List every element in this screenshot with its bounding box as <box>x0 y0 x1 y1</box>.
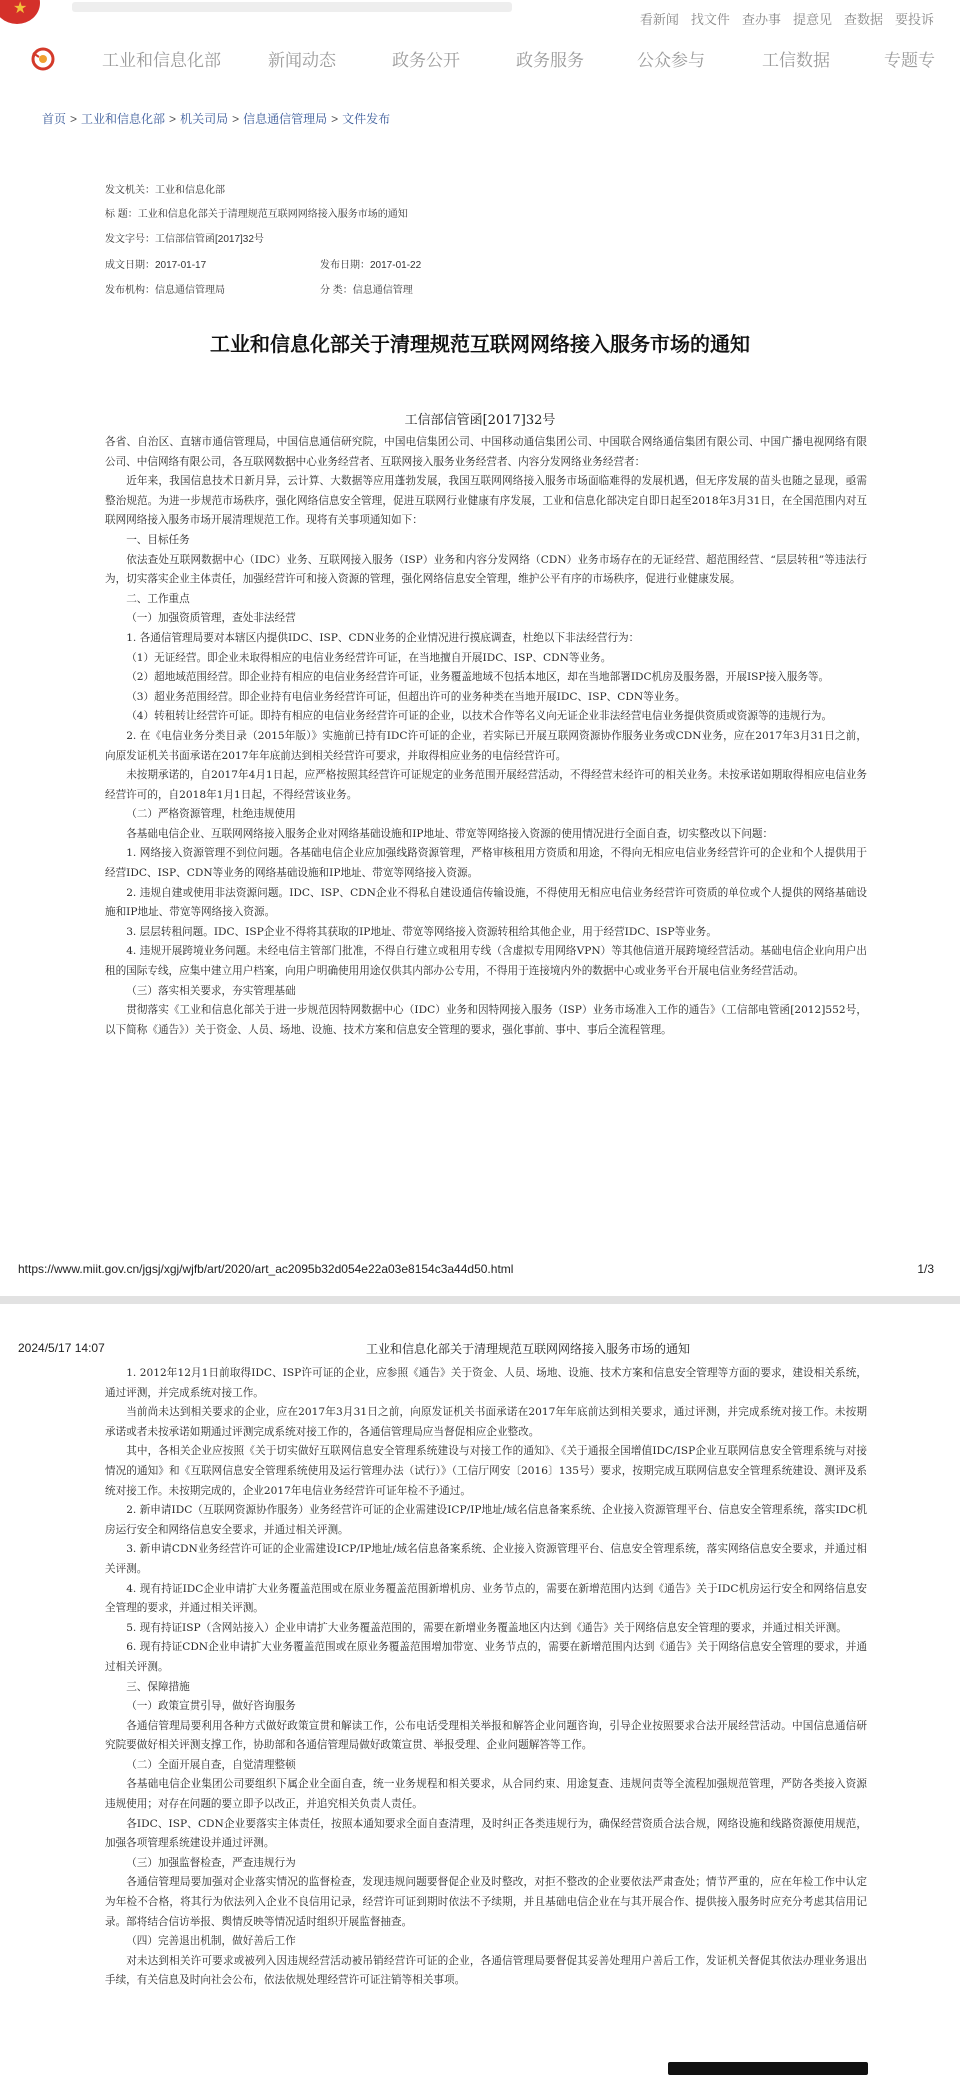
paragraph: 各IDC、ISP、CDN企业要落实主体责任，按照本通知要求全面自查清理，及时纠正各类违规行为，确保经营资质合法合规，网络设施和线路资源使用规范，加强各项管理系统建设并通过评测。 <box>105 1817 867 1850</box>
document-body-page1 <box>105 433 867 1040</box>
nav-item-miit[interactable]: 工业和信息化部 <box>102 51 221 70</box>
meta-issuer-value: 工业和信息化部 <box>155 185 225 196</box>
paragraph: 各通信管理局要利用各种方式做好政策宣贯和解读工作，公布电话受理相关举报和解答企业问题咨询，引导企业按照要求合法开展经营活动。中国信息通信研究院要做好相关评测支撑工作，协助部和各通信管理局做好政策宣贯、举报受理、企业问题解答等工作。 <box>105 1719 867 1752</box>
paragraph: （1）无证经营。即企业未取得相应的电信业务经营许可证，在当地擅自开展IDC、ISP、CDN等业务。 <box>126 651 612 664</box>
meta-title-value: 工业和信息化部关于清理规范互联网网络接入服务市场的通知 <box>137 209 408 220</box>
document-title: 工业和信息化部关于清理规范互联网网络接入服务市场的通知 <box>210 334 750 356</box>
utility-link-services[interactable]: 查办事 <box>741 12 781 27</box>
paragraph: （二）全面开展自查，自觉清理整顿 <box>126 1758 296 1771</box>
utility-link-data[interactable]: 查数据 <box>843 12 883 27</box>
meta-org-row <box>105 281 225 296</box>
meta-title-row <box>105 205 408 220</box>
meta-issuer-row <box>105 181 225 196</box>
meta-created-value: 2017-01-17 <box>155 260 207 271</box>
main-navigation <box>0 36 960 80</box>
meta-issuer-label: 发文机关： <box>105 185 155 196</box>
breadcrumb-info-bureau[interactable]: 信息通信管理局 <box>243 112 328 126</box>
print-footer-url: https://www.miit.gov.cn/jgsj/xgj/wjfb/art/2020/art_ac2095b32d054e22a03e8154c3a44d50.html <box>18 1262 514 1276</box>
utility-link-news[interactable]: 看新闻 <box>639 12 679 27</box>
print-page-number: 1/3 <box>917 1262 934 1276</box>
meta-category-value: 信息通信管理 <box>352 285 413 296</box>
paragraph: （2）超地域范围经营。即企业持有相应的电信业务经营许可证，业务覆盖地域不包括本地区，却在当地部署IDC机房及服务器，开展ISP接入服务等。 <box>126 671 830 684</box>
paragraph: 对未达到相关许可要求或被列入因违规经营活动被吊销经营许可证的企业，各通信管理局要督促其妥善处理用户善后工作，发证机关督促其依法办理业务退出手续，有关信息及时向社会公布，依法依规处理经营许可证注销等相关事项。 <box>105 1954 867 1987</box>
paragraph: 1. 2012年12月1日前取得IDC、ISP许可证的企业，应参照《通告》关于资金、人员、场地、设施、技术方案和信息安全管理等方面的要求，建设相关系统，通过评测，并完成系统对接工作。 <box>105 1367 867 1399</box>
top-utility-bar <box>0 0 960 30</box>
paragraph: 2. 在《电信业务分类目录（2015年版）》实施前已持有IDC许可证的企业，若实际已开展互联网资源协作服务业务或CDN业务，应在2017年3月31日之前，向原发证机关书面承诺在2017年年底前达到相关经营许可要求，并取得相应业务的电信经营许可。 <box>105 729 867 762</box>
paragraph: （4）转租转让经营许可证。即持有相应的电信业务经营许可证的企业，以技术合作等名义向无证企业非法经营电信业务提供资质或资源等的违规行为。 <box>126 710 833 723</box>
paragraph: 贯彻落实《工业和信息化部关于进一步规范因特网数据中心（IDC）业务和因特网接入服务（ISP）业务市场准入工作的通告》（工信部电管函[2012]552号，以下简称《通告》）关于资金、人员、场地、设施、技术方案和信息安全管理的要求，强化事前、事中、事后全流程管理。 <box>105 1004 867 1036</box>
utility-link-feedback[interactable]: 提意见 <box>792 12 832 27</box>
paragraph: 各通信管理局要加强对企业落实情况的监督检查，发现违规问题要督促企业及时整改，对拒不整改的企业要依法严肃查处；情节严重的，应在年检工作中认定为年检不合格，将其行为依法列入企业不良信用记录，经营许可证到期时依法不予续期，并且基础电信企业在与其开展合作、提供接入服务时应充分考虑其信用记录。部将结合信访举报、舆情反映等情况适时组织开展监督抽查。 <box>105 1876 867 1928</box>
meta-published-row <box>320 256 421 271</box>
meta-org-label: 发布机构： <box>105 285 155 296</box>
paragraph: 各省、自治区、直辖市通信管理局，中国信息通信研究院，中国电信集团公司、中国移动通信集团公司、中国联合网络通信集团有限公司、中国广播电视网络有限公司、中信网络有限公司，各互联网数据中心业务经营者、互联网接入服务业务经营者、内容分发网络业务经营者： <box>105 436 867 468</box>
meta-docno-label: 发文字号： <box>105 234 155 245</box>
paragraph: 4. 现有持证IDC企业申请扩大业务覆盖范围或在原业务覆盖范围新增机房、业务节点的，需要在新增范围内达到《通告》关于IDC机房运行安全和网络信息安全管理的要求，并通过相关评测。 <box>105 1582 867 1615</box>
paragraph: （二）严格资源管理，杜绝违规使用 <box>126 808 296 821</box>
paragraph: 其中，各相关企业应按照《关于切实做好互联网信息安全管理系统建设与对接工作的通知》、《关于通报全国增值IDC/ISP企业互联网信息安全管理系统与对接情况的通知》和《互联网信息安全管理系统使用及运行管理办法（试行）》（工信厅网安〔2016〕135号）要求，按期完成互联网信息安全管理系统建设、测评及系统对接工作。未按期完成的，企业2017年电信业务经营许可证年检不予通过。 <box>105 1445 867 1497</box>
paragraph: 3. 层层转租问题。IDC、ISP企业不得将其获取的IP地址、带宽等网络接入资源转租给其他企业，用于经营IDC、ISP等业务。 <box>126 925 717 938</box>
nav-item-topics[interactable]: 专题专 <box>884 51 935 70</box>
paragraph: 6. 现有持证CDN企业申请扩大业务覆盖范围或在原业务覆盖范围增加带宽、业务节点的，需要在新增范围内达到《通告》关于网络信息安全管理的要求，并通过相关评测。 <box>105 1641 867 1673</box>
utility-link-files[interactable]: 找文件 <box>690 12 730 27</box>
nav-item-gov-affairs[interactable]: 政务公开 <box>392 51 460 70</box>
meta-org-value: 信息通信管理局 <box>155 285 225 296</box>
paragraph: 近年来，我国信息技术日新月异，云计算、大数据等应用蓬勃发展，我国互联网网络接入服务市场面临难得的发展机遇，但无序发展的苗头也随之显现，亟需整治规范。为进一步规范市场秩序，强化网络信息安全管理，促进互联网行业健康有序发展，工业和信息化部决定自即日起至2018年3月31日，在全国范围内对互联网网络接入服务市场开展清理规范工作。现将有关事项通知如下： <box>105 475 867 527</box>
utility-links <box>640 9 934 28</box>
site-title-faded <box>72 2 512 12</box>
breadcrumb: 首页 > 工业和信息化部 > 机关司局 > 信息通信管理局 > 文件发布 <box>42 112 391 126</box>
paragraph: 当前尚未达到相关要求的企业，应在2017年3月31日之前，向原发证机关书面承诺在2017年年底前达到相关要求，通过评测，并完成系统对接工作。未按期承诺或者未按承诺如期通过评测完成系统对接工作的，各通信管理局应当督促相应企业整改。 <box>105 1406 867 1438</box>
breadcrumb-documents[interactable]: 文件发布 <box>342 112 391 126</box>
utility-link-complaint[interactable]: 要投诉 <box>894 12 934 27</box>
paragraph: 二、工作重点 <box>126 592 190 605</box>
paragraph: 5. 现有持证ISP（含网站接入）企业申请扩大业务覆盖范围的，需要在新增业务覆盖地区内达到《通告》关于网络信息安全管理的要求，并通过相关评测。 <box>126 1621 847 1634</box>
meta-category-label: 分 类： <box>320 285 353 296</box>
meta-created-label: 成文日期： <box>105 260 155 271</box>
paragraph: 一、目标任务 <box>126 533 190 546</box>
paragraph: 各基础电信企业、互联网网络接入服务企业对网络基础设施和IP地址、带宽等网络接入资源的使用情况进行全面自查，切实整改以下问题： <box>126 827 774 840</box>
paragraph: 2. 违规自建或使用非法资源问题。IDC、ISP、CDN企业不得私自建设通信传输设施，不得使用无相应电信业务经营许可资质的单位或个人提供的网络基础设施和IP地址、带宽等网络接入资源。 <box>105 886 867 919</box>
nav-item-data[interactable]: 工信数据 <box>762 51 830 70</box>
paragraph: 3. 新申请CDN业务经营许可证的企业需建设ICP/IP地址/域名信息备案系统、企业接入资源管理平台、信息安全管理系统，落实网络信息安全要求，并通过相关评测。 <box>105 1543 867 1575</box>
paragraph: （三）落实相关要求，夯实管理基础 <box>126 984 296 997</box>
breadcrumb-bureaus[interactable]: 机关司局 <box>180 112 229 126</box>
breadcrumb-miit[interactable]: 工业和信息化部 <box>81 112 166 126</box>
paragraph: （三）加强监督检查，严查违规行为 <box>126 1856 296 1869</box>
paragraph: （一）政策宣贯引导，做好咨询服务 <box>126 1700 296 1713</box>
national-emblem-icon: ★ <box>0 0 40 26</box>
paragraph: 2. 新申请IDC（互联网资源协作服务）业务经营许可证的企业需建设ICP/IP地址/域名信息备案系统、企业接入资源管理平台、信息安全管理系统，落实IDC机房运行安全和网络信息安全要求，并通过相关评测。 <box>105 1504 867 1536</box>
paragraph: （四）完善退出机制，做好善后工作 <box>126 1935 296 1948</box>
miit-logo-icon[interactable] <box>30 46 56 72</box>
meta-published-value: 2017-01-22 <box>370 260 422 271</box>
redaction-bar <box>668 2062 868 2075</box>
print-header-date: 2024/5/17 14:07 <box>18 1341 105 1355</box>
meta-created-row <box>105 256 206 271</box>
print-header-title: 工业和信息化部关于清理规范互联网网络接入服务市场的通知 <box>366 1342 691 1356</box>
document-number: 工信部信管函[2017]32号 <box>404 413 556 428</box>
paragraph: 4. 违规开展跨境业务问题。未经电信主管部门批准，不得自行建立或租用专线（含虚拟专用网络VPN）等其他信道开展跨境经营活动。基础电信企业向用户出租的国际专线，应集中建立用户档案，向用户明确使用用途仅供其内部办公专用，不得用于连接境内外的数据中心或业务平台开展电信业务经营活动。 <box>105 945 867 978</box>
nav-item-services[interactable]: 政务服务 <box>516 51 584 70</box>
paragraph: 1. 网络接入资源管理不到位问题。各基础电信企业应加强线路资源管理，严格审核租用方资质和用途，不得向无相应电信业务经营许可的企业和个人提供用于经营IDC、ISP、CDN等业务的网络基础设施和IP地址、带宽等网络接入资源。 <box>105 847 867 880</box>
paragraph: 1. 各通信管理局要对本辖区内提供IDC、ISP、CDN业务的企业情况进行摸底调查，杜绝以下非法经营行为： <box>126 631 640 644</box>
meta-docno-value: 工信部信管函[2017]32号 <box>155 234 264 245</box>
meta-published-label: 发布日期： <box>320 260 370 271</box>
nav-item-news[interactable]: 新闻动态 <box>268 51 336 70</box>
meta-title-label: 标 题： <box>105 209 138 220</box>
breadcrumb-home[interactable]: 首页 <box>42 112 67 126</box>
paragraph: （3）超业务范围经营。即企业持有电信业务经营许可证，但超出许可的业务种类在当地开展IDC、ISP、CDN等业务。 <box>126 690 686 703</box>
meta-docno-row <box>105 230 264 245</box>
document-body-page2 <box>105 1364 867 1991</box>
page-break <box>0 1296 960 1304</box>
paragraph: 未按期承诺的，自2017年4月1日起，应严格按照其经营许可证规定的业务范围开展经营活动，不得经营未经许可的相关业务。未按承诺如期取得相应电信业务经营许可的，自2018年1月1日起，不得经营该业务。 <box>105 769 867 801</box>
paragraph: 三、保障措施 <box>126 1680 190 1693</box>
meta-category-row <box>320 281 413 296</box>
nav-item-participation[interactable]: 公众参与 <box>637 51 705 70</box>
paragraph: （一）加强资质管理，查处非法经营 <box>126 612 296 625</box>
paragraph: 各基础电信企业集团公司要组织下属企业全面自查，统一业务规程和相关要求，从合同约束、用途复查、违规问责等全流程加强规范管理，严防各类接入资源违规使用；对存在问题的要立即予以改正，并追究相关负责人责任。 <box>105 1778 867 1811</box>
paragraph: 依法查处互联网数据中心（IDC）业务、互联网接入服务（ISP）业务和内容分发网络（CDN）业务市场存在的无证经营、超范围经营、“层层转租”等违法行为，切实落实企业主体责任，加强经营许可和接入资源的管理，强化网络信息安全管理，维护公平有序的市场秩序，促进行业健康发展。 <box>105 553 867 586</box>
